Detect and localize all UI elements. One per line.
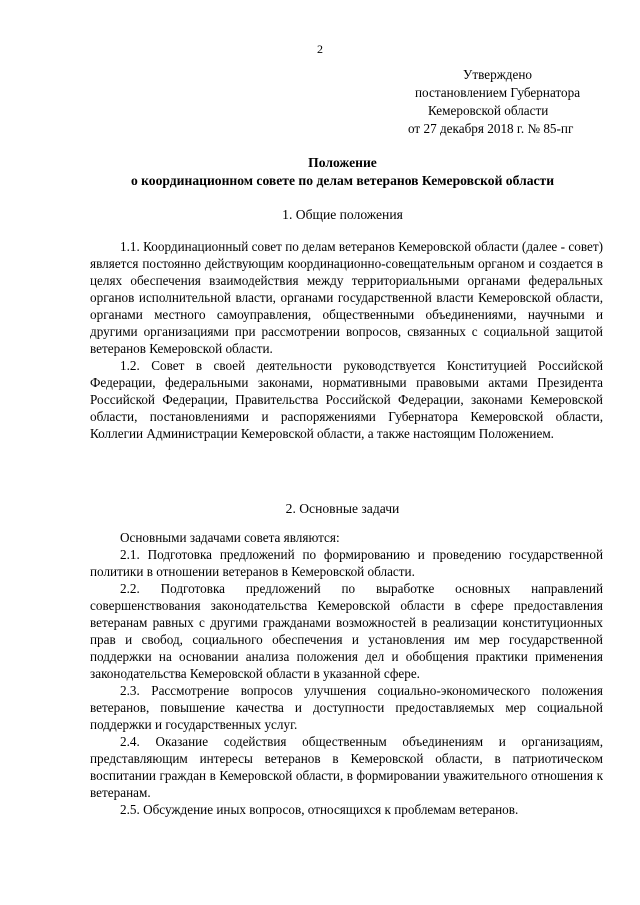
paragraph-tasks-intro: Основными задачами совета являются:	[120, 530, 340, 545]
approval-line-decree: постановлением Губернатора	[415, 85, 581, 100]
paragraph-1-2: 1.2. Совет в своей деятельности руководствуется Конституцией Российской Федерации, федеральными законами, нормативными правовыми актами Президента Российской Федерации, Правительства Российской Федерации, законами Кемеровской области, постановлениями и распоряжениями Губернатора Кемеровской области, Коллегии Администрации Кемеровской области, а также настоящим Положением.	[90, 358, 603, 441]
paragraph-2-5: 2.5. Обсуждение иных вопросов, относящихся к проблемам ветеранов.	[120, 802, 519, 817]
document-title-line2: о координационном совете по делам ветеранов Кемеровской области	[130, 173, 555, 188]
section-general-body	[90, 238, 603, 442]
approval-line-region: Кемеровской области	[428, 103, 549, 118]
paragraph-2-1: 2.1. Подготовка предложений по формированию и проведению государственной политики в отношении ветеранов в Кемеровской области.	[90, 547, 603, 579]
section-tasks-body	[90, 529, 603, 818]
page-number: 2	[317, 42, 323, 56]
approval-stamp	[408, 66, 618, 138]
document-title	[60, 154, 625, 190]
paragraph-1-1: 1.1. Координационный совет по делам ветеранов Кемеровской области (далее - совет) является постоянно действующим координационно-совещательным органом и создается в целях обеспечения взаимодействия между территориальными органами федеральных органов исполнительной власти, органами государственной власти Кемеровской области, органами местного самоуправления, общественными объединениями, научными и другими организациями при рассмотрении вопросов, связанных с социальной защитой ветеранов Кемеровской области.	[90, 239, 603, 356]
section-heading-tasks: 2. Основные задачи	[285, 501, 400, 516]
section-heading-general: 1. Общие положения	[282, 207, 403, 222]
document-title-line1: Положение	[308, 155, 377, 170]
paragraph-2-4: 2.4. Оказание содействия общественным объединениям и организациям, представляющим интересы ветеранов в Кемеровской области, в патриотическом воспитании граждан в Кемеровской области, в формировании уважительного отношения к ветеранам.	[90, 734, 603, 800]
paragraph-2-3: 2.3. Рассмотрение вопросов улучшения социально-экономического положения ветеранов, повышение качества и доступности предоставляемых мер социальной поддержки и государственных услуг.	[90, 683, 603, 732]
paragraph-2-2: 2.2. Подготовка предложений по выработке основных направлений совершенствования законодательства Кемеровской области в сфере предоставления ветеранам равных с другими гражданами возможностей в реализации конституционных прав и свобод, социального обеспечения и установления им мер государственной поддержки на основании анализа положения дел и обобщения практики применения законодательства Кемеровской области в указанной сфере.	[90, 581, 603, 681]
approval-line-approved: Утверждено	[463, 67, 533, 82]
approval-line-date: от 27 декабря 2018 г. № 85-пг	[408, 121, 574, 136]
